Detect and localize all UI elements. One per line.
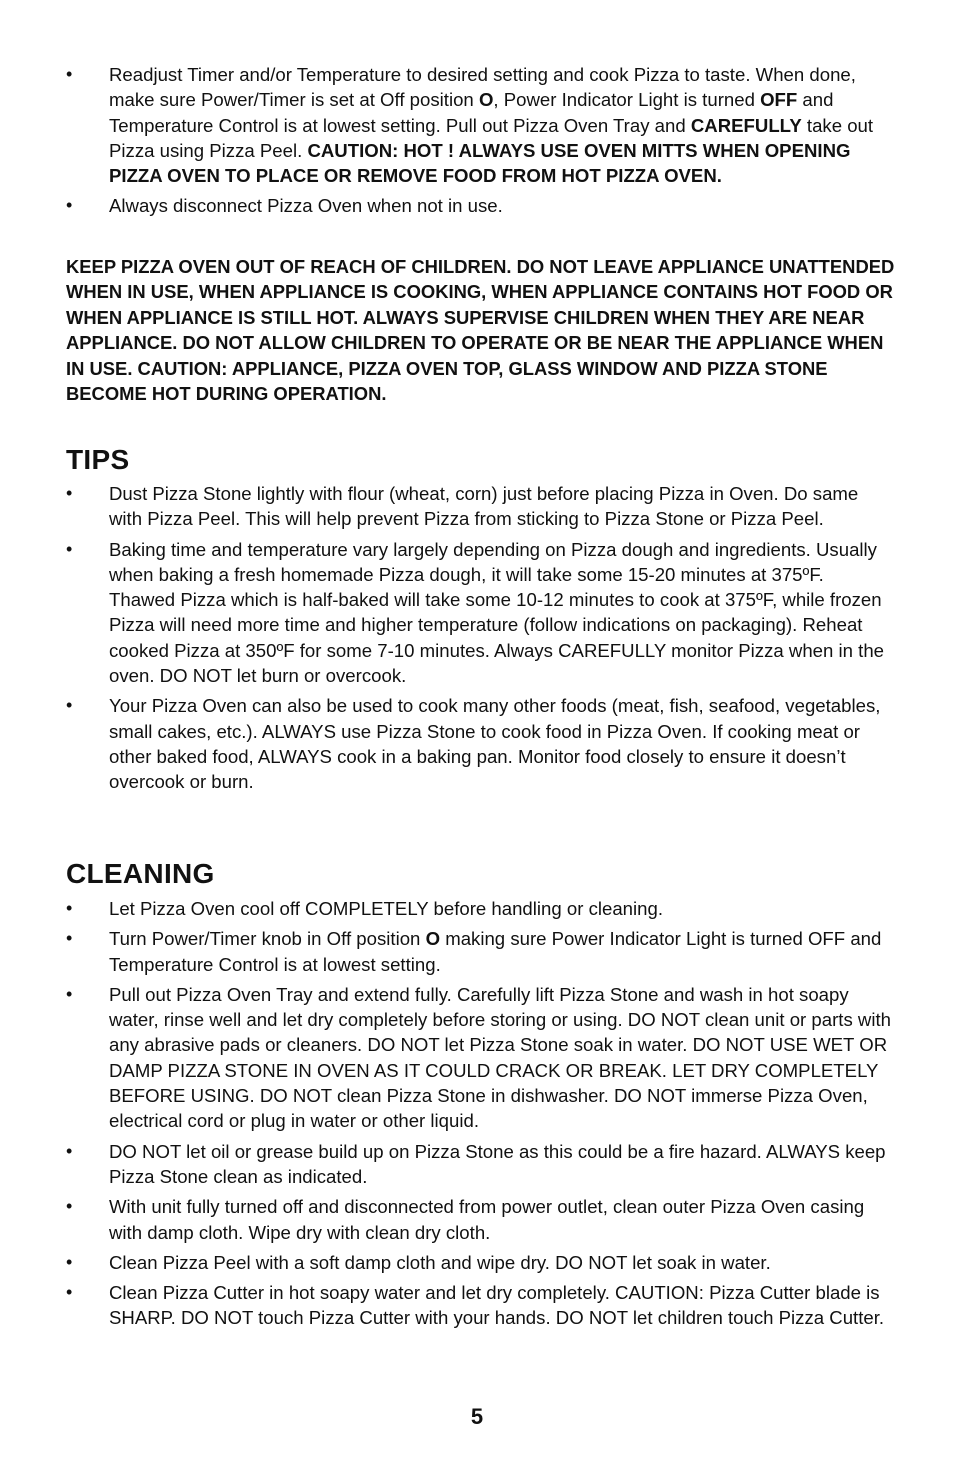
emphasis-text: CAREFULLY (690, 114, 802, 136)
item-text: take out Pizza using Pizza Peel. (109, 114, 874, 161)
list-item (66, 1250, 892, 1275)
item-text: making sure Power Indicator Light is turned OFF and Temperature Control is at lowest setting. (109, 928, 882, 975)
item-text: and Temperature Control is at lowest setting. Pull out Pizza Oven Tray and (109, 89, 834, 136)
list-item (66, 62, 892, 188)
item-text: Your Pizza Oven can also be used to cook many other foods (meat, fish, seafood, vegetables, small cakes, etc.). ALWAYS use Pizza Stone to cook food in Pizza Oven. If cooking meat or other baked food, ALWAYS cook in a baking pan. Monitor food closely to ensure it doesn’t overcook or burn. (109, 695, 881, 793)
list-item (66, 481, 892, 532)
bullet-icon: • (66, 898, 73, 918)
list-item (66, 693, 892, 794)
bullet-icon: • (66, 1140, 73, 1161)
tips-heading: TIPS (66, 444, 130, 475)
top-instruction-list (66, 62, 892, 219)
list-item (66, 896, 892, 921)
item-text: , Power Indicator Light is turned (493, 89, 761, 111)
item-text: Clean Pizza Peel with a soft damp cloth and wipe dry. DO NOT let soak in water. (109, 1251, 771, 1273)
item-text: With unit fully turned off and disconnected from power outlet, clean outer Pizza Oven casing with damp cloth. Wipe dry with clean dry cloth. (109, 1196, 865, 1243)
bullet-icon: • (66, 695, 73, 716)
caution-text: CAUTION: HOT ! ALWAYS USE OVEN MITTS WHEN OPENING PIZZA OVEN TO PLACE OR REMOVE FOOD FROM HOT PIZZA OVEN. (109, 139, 851, 187)
bullet-icon: • (66, 538, 73, 559)
tips-list (66, 481, 892, 795)
list-item (66, 982, 892, 1134)
list-item (66, 926, 892, 977)
list-item (66, 193, 892, 218)
list-item (66, 1280, 892, 1331)
child-safety-warning: KEEP PIZZA OVEN OUT OF REACH OF CHILDREN. DO NOT LEAVE APPLIANCE UNATTENDED WHEN IN USE, WHEN APPLIANCE IS COOKING, WHEN APPLIANCE CONTAINS HOT FOOD OR WHEN APPLIANCE IS STILL HOT. ALWAYS SUPERVISE CHILDREN WHEN THEY ARE NEAR APPLIANCE. DO NOT ALLOW CHILDREN TO OPERATE OR BE NEAR THE APPLIANCE WHEN IN USE. CAUTION: APPLIANCE, PIZZA OVEN TOP, GLASS WINDOW AND PIZZA STONE BECOME HOT DURING OPERATION. (66, 256, 895, 405)
item-text: Turn Power/Timer knob in Off position (109, 928, 426, 950)
item-text: DO NOT let oil or grease build up on Pizza Stone as this could be a fire hazard. ALWAYS keep Pizza Stone clean as indicated. (109, 1140, 886, 1187)
item-text: Dust Pizza Stone lightly with flour (wheat, corn) just before placing Pizza in Oven. Do same with Pizza Peel. This will help prevent Pizza from sticking to Pizza Stone or Pizza Peel. (109, 483, 859, 530)
bullet-icon: • (66, 983, 73, 1004)
page-number: 5 (470, 1404, 484, 1429)
bullet-icon: • (66, 1196, 73, 1217)
off-position-symbol: O (425, 928, 441, 950)
list-item (66, 1194, 892, 1245)
item-text: Readjust Timer and/or Temperature to desired setting and cook Pizza to taste. When done, make sure Power/Timer is set at Off position (109, 64, 856, 111)
list-item (66, 1139, 892, 1190)
bullet-icon: • (66, 1282, 73, 1303)
item-text: Always disconnect Pizza Oven when not in use. (109, 195, 503, 217)
item-text: Clean Pizza Cutter in hot soapy water and let dry completely. CAUTION: Pizza Cutter blade is SHARP. DO NOT touch Pizza Cutter with your hands. DO NOT let children touch Pizza Cutter. (109, 1282, 885, 1329)
item-text: Let Pizza Oven cool off COMPLETELY before handling or cleaning. (109, 898, 663, 919)
list-item (66, 537, 892, 689)
cleaning-list (66, 896, 892, 1331)
bullet-icon: • (66, 1251, 73, 1272)
bullet-icon: • (66, 195, 73, 216)
bullet-icon: • (66, 928, 73, 949)
item-text: Pull out Pizza Oven Tray and extend fully. Carefully lift Pizza Stone and wash in hot soapy water, rinse well and let dry completely before storing or using. DO NOT clean unit or parts with any abrasive pads or cleaners. DO NOT let Pizza Stone soak in water. DO NOT USE WET OR DAMP PIZZA STONE IN OVEN AS IT COULD CRACK OR BREAK. LET DRY COMPLETELY BEFORE USING. DO NOT clean Pizza Stone in dishwasher. DO NOT immerse Pizza Oven, electrical cord or plug in water or other liquid. (109, 983, 891, 1132)
cleaning-heading: CLEANING (66, 858, 215, 889)
bullet-icon: • (66, 483, 73, 503)
off-position-symbol: O (478, 89, 494, 111)
bullet-icon: • (66, 64, 73, 84)
item-text: Baking time and temperature vary largely depending on Pizza dough and ingredients. Usually when baking a fresh homemade Pizza dough, it will take some 15-20 minutes at 375ºF. Thawed Pizza which is half-baked will take some 10-12 minutes to cook at 375ºF, while frozen Pizza will need more time and higher temperature (follow indications on packaging). Reheat cooked Pizza at 350ºF for some 7-10 minutes. Always CAREFULLY monitor Pizza when in the oven. DO NOT let burn or overcook. (109, 538, 884, 687)
emphasis-text: OFF (760, 89, 798, 111)
